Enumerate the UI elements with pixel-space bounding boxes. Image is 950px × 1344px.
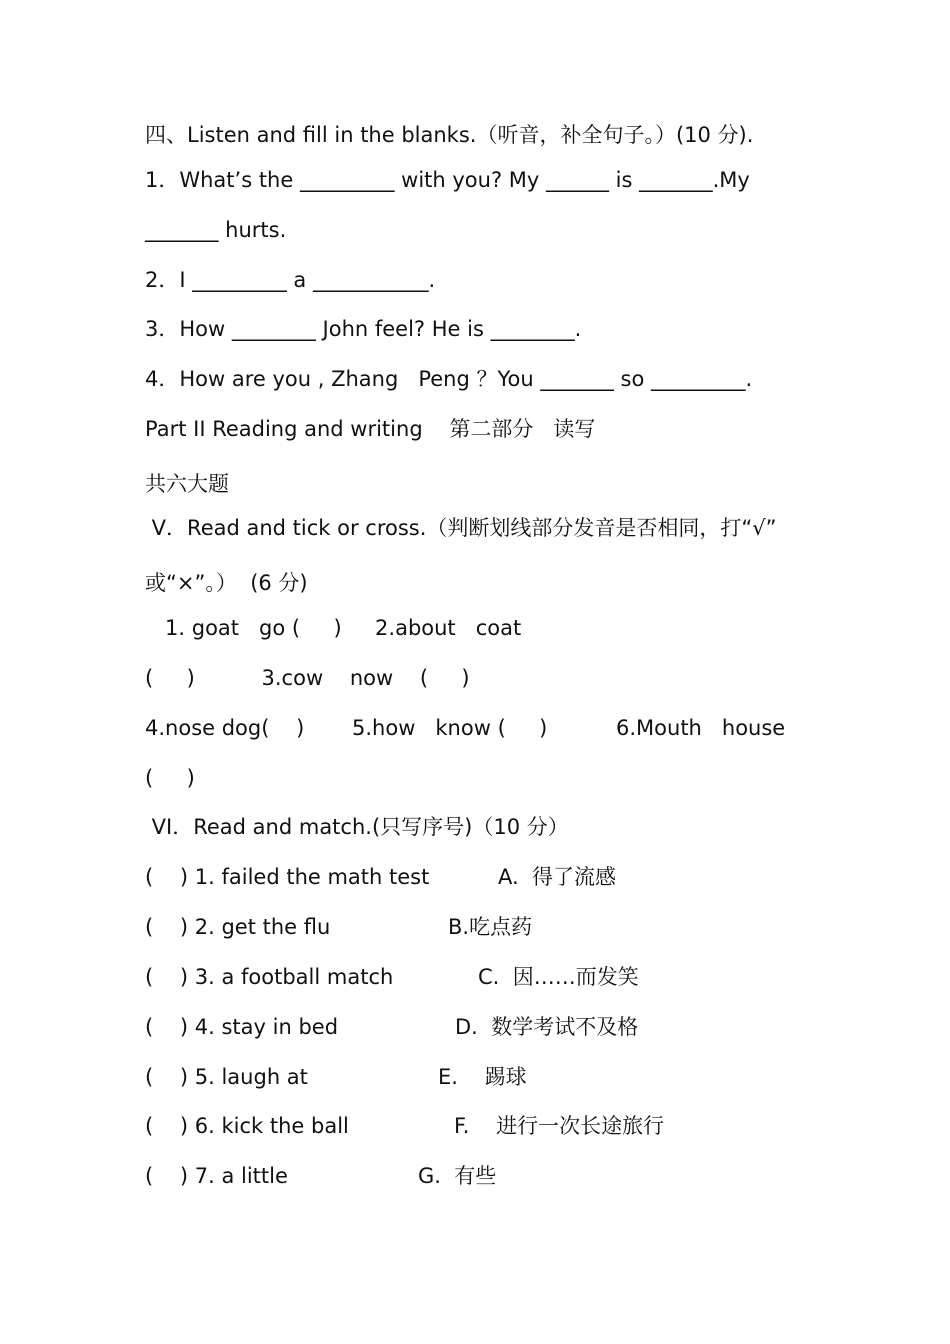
match-right: E. 踢球 — [438, 1065, 527, 1089]
question-1-line-1: 1．What’s the _________ with you? My ______ is _______.My — [145, 168, 750, 192]
tick-item-4: 4.nose dog( ) — [145, 716, 305, 740]
match-right: C. 因……而发笑 — [478, 965, 639, 989]
match-left: ( ) 1. failed the math test — [145, 865, 430, 889]
section-5-heading-line-2: 或“×”。） (6 分) — [145, 571, 308, 595]
question-3: 3．How ________ John feel? He is ________. — [145, 317, 582, 341]
match-left: ( ) 4. stay in bed — [145, 1015, 339, 1039]
match-right: D. 数学考试不及格 — [455, 1015, 639, 1039]
tick-row-1: 1. goat go ( ) 2.about coat — [145, 616, 522, 640]
tick-item-6: 6.Mouth house — [616, 716, 786, 740]
tick-row-2: ( ) 3.cow now ( ) — [145, 666, 470, 690]
match-right: G. 有些 — [418, 1164, 497, 1188]
question-1-line-2: _______ hurts. — [145, 218, 287, 242]
match-left: ( ) 5. laugh at — [145, 1065, 308, 1089]
match-right: A. 得了流感 — [498, 865, 617, 889]
match-left: ( ) 3. a football match — [145, 965, 394, 989]
match-right: B.吃点药 — [448, 915, 533, 939]
match-left: ( ) 2. get the flu — [145, 915, 331, 939]
match-right: F. 进行一次长途旅行 — [454, 1114, 665, 1138]
tick-item-5: 5.how know ( ) — [352, 716, 548, 740]
match-left: ( ) 6. kick the ball — [145, 1114, 349, 1138]
match-left: ( ) 7. a little — [145, 1164, 288, 1188]
part-2-title: Part II Reading and writing 第二部分 读写 — [145, 417, 596, 441]
section-5-heading-line-1: V．Read and tick or cross.（判断划线部分发音是否相同，打“√” — [145, 516, 777, 540]
question-2: 2．I _________ a ___________. — [145, 268, 436, 292]
part-2-subtitle: 共六大题 — [145, 472, 229, 496]
section-6-heading: VI．Read and match.(只写序号)（10 分） — [145, 815, 569, 839]
tick-row-4: ( ) — [145, 766, 195, 790]
section-4-heading: 四、Listen and fill in the blanks.（听音，补全句子。）(10 分). — [145, 123, 754, 147]
question-4: 4．How are you , Zhang Peng ？You _______ so _________. — [145, 367, 753, 391]
